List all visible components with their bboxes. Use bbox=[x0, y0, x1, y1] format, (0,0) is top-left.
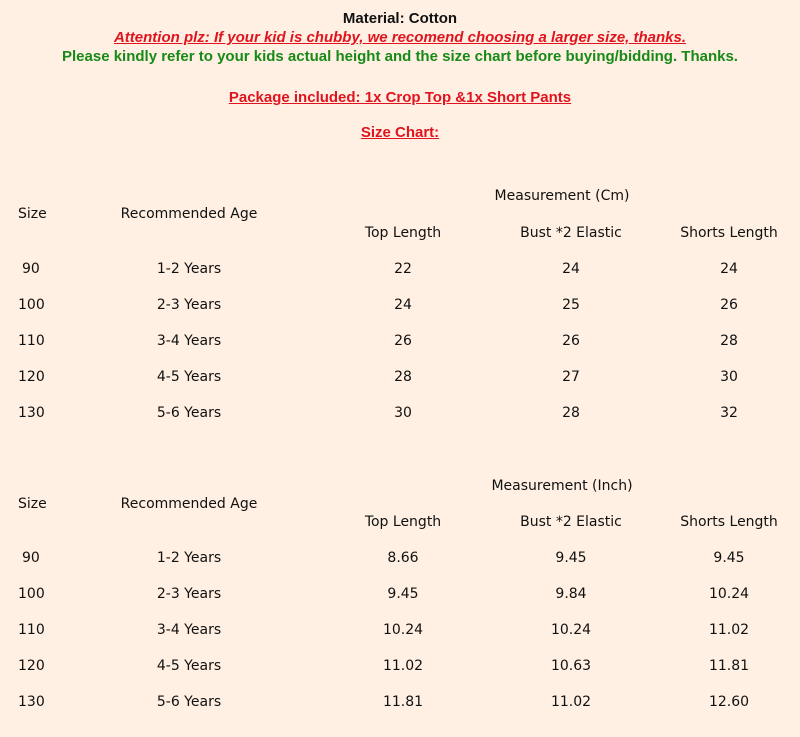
size-chart-title: Size Chart: bbox=[360, 124, 440, 141]
bust-cell: 26 bbox=[562, 333, 580, 349]
age-cell: 5-6 Years bbox=[156, 405, 222, 421]
package-included: Package included: 1x Crop Top &1x Short Pants bbox=[228, 89, 572, 106]
size-cell: 110 bbox=[18, 622, 45, 638]
bust-cell: 28 bbox=[562, 405, 580, 421]
top-cell: 28 bbox=[394, 369, 412, 385]
size-cell: 100 bbox=[18, 586, 45, 602]
top-cell: 11.81 bbox=[382, 694, 424, 710]
size-cell: 90 bbox=[22, 550, 40, 566]
top-cell: 11.02 bbox=[382, 658, 424, 674]
bust-cell: 9.45 bbox=[555, 550, 587, 566]
top-cell: 22 bbox=[394, 261, 412, 277]
size-cell: 130 bbox=[18, 405, 45, 421]
size-header: Size bbox=[18, 496, 47, 512]
bust-header: Bust *2 Elastic bbox=[520, 225, 622, 241]
shorts-length-header: Shorts Length bbox=[680, 225, 778, 241]
shorts-cell: 10.24 bbox=[708, 586, 750, 602]
top-cell: 26 bbox=[394, 333, 412, 349]
age-header: Recommended Age bbox=[120, 496, 258, 512]
age-cell: 2-3 Years bbox=[156, 586, 222, 602]
shorts-cell: 32 bbox=[720, 405, 738, 421]
top-cell: 30 bbox=[394, 405, 412, 421]
age-cell: 1-2 Years bbox=[156, 261, 222, 277]
age-cell: 2-3 Years bbox=[156, 297, 222, 313]
size-header: Size bbox=[18, 206, 47, 222]
attention-note: Attention plz: If your kid is chubby, we recomend choosing a larger size, thanks. bbox=[113, 29, 687, 46]
refer-note: Please kindly refer to your kids actual height and the size chart before buying/bidding. Thanks. bbox=[62, 48, 738, 65]
size-cell: 120 bbox=[18, 369, 45, 385]
size-cell: 110 bbox=[18, 333, 45, 349]
measurement-title: Measurement (Inch) bbox=[491, 478, 633, 494]
shorts-cell: 28 bbox=[720, 333, 738, 349]
top-cell: 24 bbox=[394, 297, 412, 313]
material-line: Material: Cotton bbox=[342, 10, 458, 27]
age-cell: 3-4 Years bbox=[156, 333, 222, 349]
age-cell: 3-4 Years bbox=[156, 622, 222, 638]
bust-cell: 11.02 bbox=[550, 694, 592, 710]
age-header: Recommended Age bbox=[120, 206, 258, 222]
measurement-title: Measurement (Cm) bbox=[494, 188, 630, 204]
top-cell: 10.24 bbox=[382, 622, 424, 638]
bust-header: Bust *2 Elastic bbox=[520, 514, 622, 530]
size-cell: 90 bbox=[22, 261, 40, 277]
shorts-cell: 11.81 bbox=[708, 658, 750, 674]
top-cell: 8.66 bbox=[387, 550, 419, 566]
bust-cell: 10.24 bbox=[550, 622, 592, 638]
size-cell: 120 bbox=[18, 658, 45, 674]
bust-cell: 25 bbox=[562, 297, 580, 313]
shorts-cell: 9.45 bbox=[713, 550, 745, 566]
shorts-cell: 24 bbox=[720, 261, 738, 277]
size-cell: 130 bbox=[18, 694, 45, 710]
bust-cell: 9.84 bbox=[555, 586, 587, 602]
top-cell: 9.45 bbox=[387, 586, 419, 602]
shorts-length-header: Shorts Length bbox=[680, 514, 778, 530]
age-cell: 1-2 Years bbox=[156, 550, 222, 566]
shorts-cell: 11.02 bbox=[708, 622, 750, 638]
shorts-cell: 30 bbox=[720, 369, 738, 385]
age-cell: 4-5 Years bbox=[156, 658, 222, 674]
top-length-header: Top Length bbox=[364, 514, 442, 530]
bust-cell: 24 bbox=[562, 261, 580, 277]
bust-cell: 10.63 bbox=[550, 658, 592, 674]
bust-cell: 27 bbox=[562, 369, 580, 385]
top-length-header: Top Length bbox=[364, 225, 442, 241]
shorts-cell: 12.60 bbox=[708, 694, 750, 710]
size-cell: 100 bbox=[18, 297, 45, 313]
age-cell: 4-5 Years bbox=[156, 369, 222, 385]
age-cell: 5-6 Years bbox=[156, 694, 222, 710]
shorts-cell: 26 bbox=[720, 297, 738, 313]
